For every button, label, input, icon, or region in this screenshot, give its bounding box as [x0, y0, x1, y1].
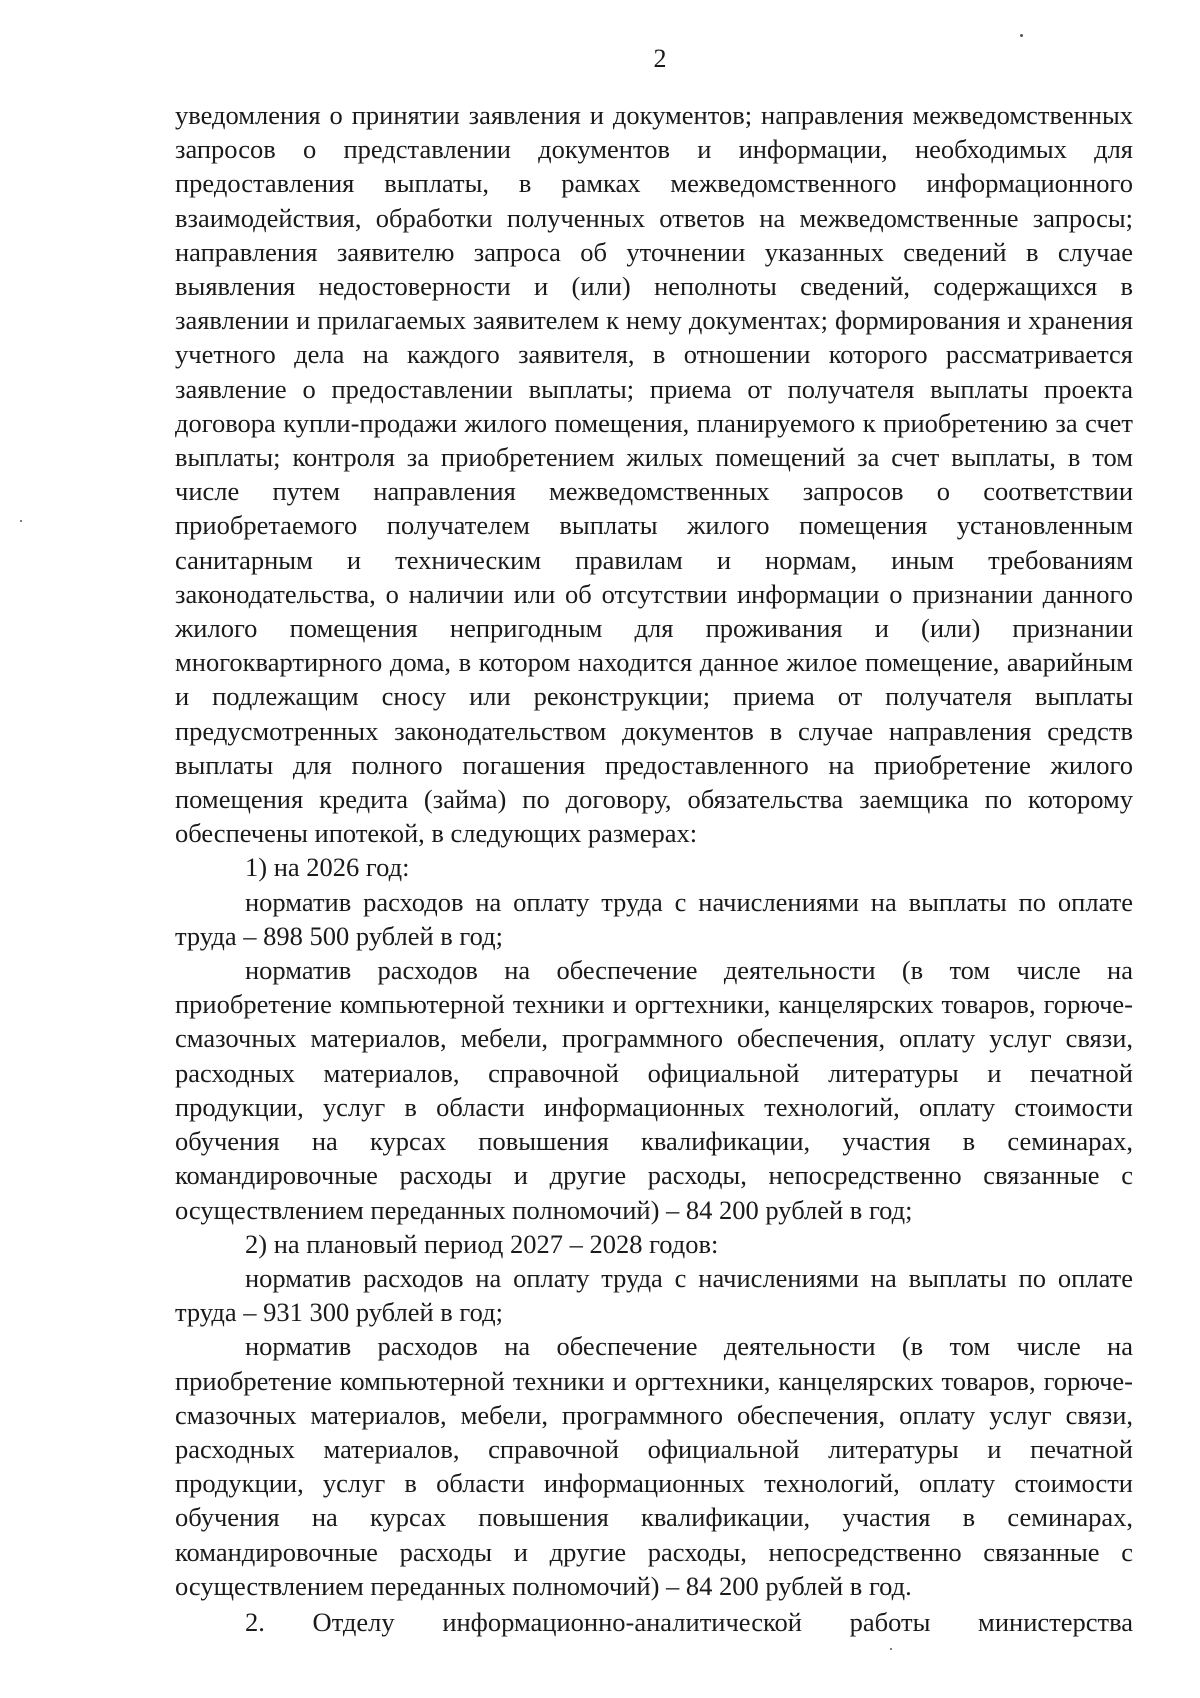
list-item-2027-2028: 2) на плановый период 2027 – 2028 годов:	[245, 1228, 719, 1259]
paragraph-activity-norm-2027-2028: норматив расходов на обеспечение деятельности (в том числе на приобретение компьютерной техники и оргтехники, канцелярских товаров, горюче-смазочных материалов, мебели, программного обеспечения, оплату услуг связи, расходных материалов, справочной официальной литературы и печатной продукции, услуг в области информационных технологий, оплату стоимости обучения на курсах повышения квалификации, участия в семинарах, командировочные расходы и другие расходы, непосредственно связанные с осуществлением переданных полномочий) – 84 200 рублей в год.	[175, 1331, 1133, 1601]
paragraph-item-2: 2. Отделу информационно-аналитической работы министерства	[245, 1606, 1133, 1637]
paragraph-continuation: уведомления о принятии заявления и документов; направления межведомственных запросов о представлении документов и информации, необходимых для предоставления выплаты, в рамках межведомственного информационного взаимодействия, обработки полученных ответов на межведомственные запросы; направления заявителю запроса об уточнении указанных сведений в случае выявления недостоверности и (или) неполноты сведений, содержащихся в заявлении и прилагаемых заявителем к нему документах; формирования и хранения учетного дела на каждого заявителя, в отношении которого рассматривается заявление о предоставлении выплаты; приема от получателя выплаты проекта договора купли-продажи жилого помещения, планируемого к приобретению за счет выплаты; контроля за приобретением жилых помещений за счет выплаты, в том числе путем направления межведомственных запросов о соответствии приобретаемого получателем выплаты жилого помещения установленным санитарным и техническим правилам и нормам, иным требованиям законодательства, о наличии или об отсутствии информации о признании данного жилого помещения непригодным для проживания и (или) признании многоквартирного дома, в котором находится данное жилое помещение, аварийным и подлежащим сносу или реконструкции; приема от получателя выплаты предусмотренных законодательством документов в случае направления средств выплаты для полного погашения предоставленного на приобретение жилого помещения кредита (займа) по договору, обязательства заемщика по которому обеспечены ипотекой, в следующих размерах:	[175, 100, 1133, 849]
page-number: 2	[653, 44, 667, 73]
list-item-2026: 1) на 2026 год:	[245, 852, 410, 883]
scan-speck	[1020, 34, 1023, 37]
paragraph-activity-norm-2026: норматив расходов на обеспечение деятельности (в том числе на приобретение компьютерной техники и оргтехники, канцелярских товаров, горюче-смазочных материалов, мебели, программного обеспечения, оплату услуг связи, расходных материалов, справочной официальной литературы и печатной продукции, услуг в области информационных технологий, оплату стоимости обучения на курсах повышения квалификации, участия в семинарах, командировочные расходы и другие расходы, непосредственно связанные с осуществлением переданных полномочий) – 84 200 рублей в год;	[175, 955, 1133, 1225]
scan-speck	[20, 520, 22, 522]
paragraph-labor-norm-2026: норматив расходов на оплату труда с начислениями на выплаты по оплате труда – 898 500 рублей в год;	[175, 886, 1133, 951]
paragraph-labor-norm-2027-2028: норматив расходов на оплату труда с начислениями на выплаты по оплате труда – 931 300 рублей в год;	[175, 1262, 1133, 1328]
document-body	[175, 98, 1133, 1639]
scan-speck	[890, 1648, 892, 1650]
